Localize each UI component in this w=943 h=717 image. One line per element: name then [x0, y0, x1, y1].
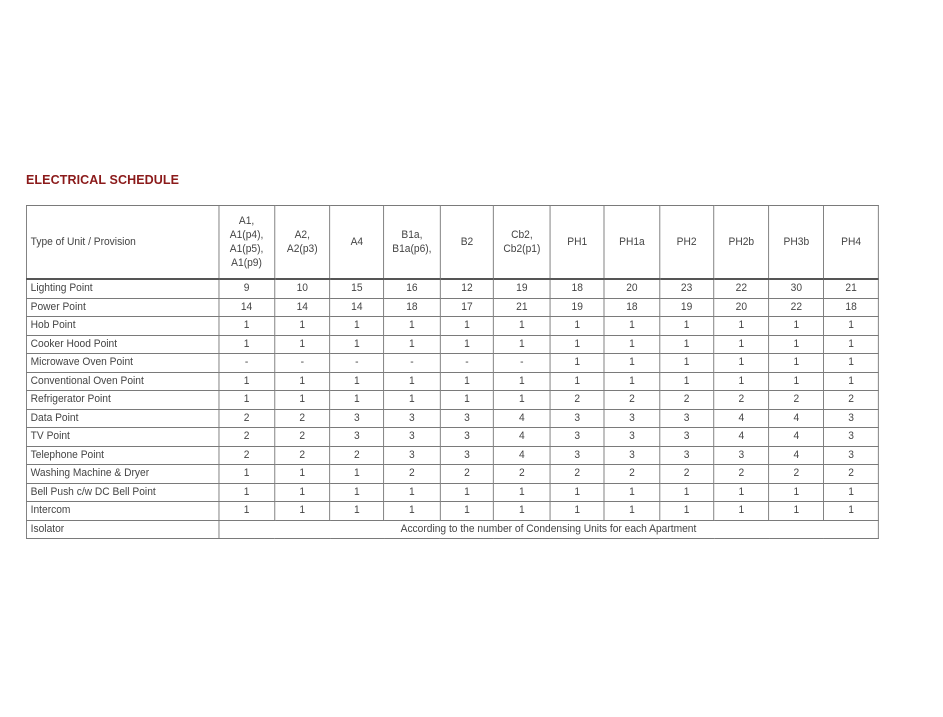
row-label: Lighting Point [26, 279, 218, 298]
column-header-line: A1(p4), [229, 229, 264, 241]
table-cell: 15 [330, 279, 384, 298]
table-cell: 1 [659, 354, 713, 373]
table-cell: 23 [659, 279, 713, 298]
table-cell: 2 [274, 428, 330, 447]
table-cell: 1 [824, 502, 878, 521]
table-cell: 18 [384, 298, 441, 317]
column-header [604, 206, 659, 280]
column-header [824, 206, 878, 280]
table-cell: 3 [604, 446, 659, 465]
table-cell: 4 [714, 409, 769, 428]
table-cell: 1 [714, 502, 769, 521]
column-header-line: B1a(p6), [392, 243, 432, 255]
table-cell: 14 [330, 298, 384, 317]
table-cell: 2 [550, 465, 604, 484]
table-cell: 3 [440, 446, 494, 465]
table-cell: 1 [219, 465, 275, 484]
table-cell: 1 [219, 502, 275, 521]
table-cell: 17 [440, 298, 494, 317]
table-cell: 3 [330, 409, 384, 428]
column-header [550, 206, 604, 280]
table-row [26, 409, 878, 428]
table-cell: 1 [274, 391, 330, 410]
column-header [659, 206, 713, 280]
table-row [26, 372, 878, 391]
table-cell: 18 [824, 298, 878, 317]
isolator-note: According to the number of Condensing Units for each Apartment [219, 520, 879, 539]
column-header-line: A1, [238, 215, 255, 227]
table-cell: 1 [550, 372, 604, 391]
table-cell: 1 [824, 483, 878, 502]
table-cell: 1 [769, 483, 824, 502]
table-cell: 22 [769, 298, 824, 317]
table-row [26, 354, 878, 373]
table-cell: 1 [440, 372, 494, 391]
table-cell: 3 [604, 409, 659, 428]
table-cell: 3 [824, 446, 878, 465]
row-label: Washing Machine & Dryer [26, 465, 218, 484]
corner-header: Type of Unit / Provision [26, 206, 218, 280]
table-cell: - [330, 354, 384, 373]
row-label: Cooker Hood Point [26, 335, 218, 354]
table-cell: 20 [714, 298, 769, 317]
table-row [26, 483, 878, 502]
table-cell: 3 [550, 428, 604, 447]
table-cell: 2 [604, 391, 659, 410]
table-cell: 1 [714, 354, 769, 373]
column-header-line: PH4 [841, 236, 862, 248]
table-cell: 4 [769, 446, 824, 465]
table-cell: - [384, 354, 441, 373]
table-cell: 2 [219, 428, 275, 447]
table-cell: 1 [714, 483, 769, 502]
column-header-line: A1(p9) [231, 257, 262, 269]
table-cell: 14 [274, 298, 330, 317]
table-cell: 3 [440, 409, 494, 428]
column-header [714, 206, 769, 280]
table-cell: 1 [384, 483, 441, 502]
row-label: Isolator [26, 520, 218, 539]
column-header [494, 206, 550, 280]
table-cell: 2 [274, 446, 330, 465]
table-cell: 3 [384, 428, 441, 447]
table-cell: 22 [714, 279, 769, 298]
table-row [26, 279, 878, 298]
table-cell: - [494, 354, 550, 373]
table-cell: 1 [604, 372, 659, 391]
column-header-line: PH1a [619, 236, 645, 248]
row-label: Telephone Point [26, 446, 218, 465]
table-cell: 4 [494, 409, 550, 428]
column-header-line: PH1 [567, 236, 588, 248]
table-cell: 2 [824, 465, 878, 484]
table-cell: 4 [494, 428, 550, 447]
row-label: Conventional Oven Point [26, 372, 218, 391]
column-header-line: Cb2(p1) [503, 243, 541, 255]
table-row [26, 502, 878, 521]
table-cell: 4 [769, 409, 824, 428]
table-cell: 3 [330, 428, 384, 447]
table-cell: 10 [274, 279, 330, 298]
table-cell: 2 [219, 446, 275, 465]
table-cell: 1 [769, 372, 824, 391]
table-cell: 1 [384, 317, 441, 336]
table-cell: 3 [440, 428, 494, 447]
table-cell: 1 [494, 502, 550, 521]
table-cell: 2 [659, 465, 713, 484]
table-cell: 1 [274, 502, 330, 521]
table-cell: 1 [824, 317, 878, 336]
table-cell: 16 [384, 279, 441, 298]
column-header-line: Cb2, [511, 229, 533, 241]
table-cell: 3 [714, 446, 769, 465]
row-label: TV Point [26, 428, 218, 447]
table-cell: 3 [604, 428, 659, 447]
table-cell: 1 [550, 502, 604, 521]
table-cell: 1 [714, 372, 769, 391]
table-cell: 1 [659, 502, 713, 521]
row-label: Hob Point [26, 317, 218, 336]
table-cell: 1 [604, 483, 659, 502]
table-cell: 1 [769, 354, 824, 373]
table-cell: 1 [824, 354, 878, 373]
table-cell: 1 [550, 317, 604, 336]
table-cell: 14 [219, 298, 275, 317]
table-cell: 1 [384, 335, 441, 354]
table-cell: 2 [714, 391, 769, 410]
column-header [440, 206, 494, 280]
table-cell: 1 [659, 335, 713, 354]
table-cell: 3 [659, 409, 713, 428]
table-cell: 1 [769, 502, 824, 521]
table-cell: 18 [550, 279, 604, 298]
table-cell: 3 [384, 446, 441, 465]
table-cell: 2 [824, 391, 878, 410]
table-cell: 12 [440, 279, 494, 298]
table-cell: 21 [824, 279, 878, 298]
table-row [26, 335, 878, 354]
table-cell: 1 [494, 483, 550, 502]
table-cell: 1 [550, 354, 604, 373]
row-label: Intercom [26, 502, 218, 521]
table-body [26, 279, 878, 539]
table-cell: 1 [440, 317, 494, 336]
table-cell: 19 [494, 279, 550, 298]
table-cell: - [440, 354, 494, 373]
table-cell: 4 [714, 428, 769, 447]
table-cell: 1 [219, 372, 275, 391]
column-header [330, 206, 384, 280]
table-cell: 1 [604, 335, 659, 354]
table-cell: 30 [769, 279, 824, 298]
table-cell: 3 [824, 409, 878, 428]
table-cell: 1 [274, 317, 330, 336]
column-header-line: B1a, [401, 229, 423, 241]
table-row [26, 298, 878, 317]
table-cell: 1 [494, 335, 550, 354]
table-cell: 1 [550, 335, 604, 354]
table-cell: 1 [219, 335, 275, 354]
table-cell: 2 [384, 465, 441, 484]
table-cell: 1 [604, 354, 659, 373]
table-cell: - [274, 354, 330, 373]
table-cell: 1 [384, 372, 441, 391]
table-cell: 2 [659, 391, 713, 410]
column-header-line: A4 [350, 236, 364, 248]
table-cell: 1 [659, 483, 713, 502]
table-cell: 1 [219, 317, 275, 336]
table-cell: 2 [274, 409, 330, 428]
row-label: Refrigerator Point [26, 391, 218, 410]
table-cell: 1 [384, 502, 441, 521]
table-cell: 4 [769, 428, 824, 447]
table-cell: 21 [494, 298, 550, 317]
table-cell: - [219, 354, 275, 373]
table-cell: 3 [824, 428, 878, 447]
table-cell: 3 [384, 409, 441, 428]
table-cell: 1 [659, 317, 713, 336]
column-header-line: PH3b [783, 236, 810, 248]
table-row [26, 428, 878, 447]
table-cell: 1 [659, 372, 713, 391]
table-cell: 1 [274, 483, 330, 502]
column-header [219, 206, 275, 280]
table-cell: 1 [440, 391, 494, 410]
table-cell: 1 [604, 317, 659, 336]
table-cell: 1 [714, 335, 769, 354]
table-cell: 3 [659, 446, 713, 465]
table-cell: 1 [550, 483, 604, 502]
table-cell: 1 [714, 317, 769, 336]
table-cell: 3 [659, 428, 713, 447]
column-header [274, 206, 330, 280]
table-cell: 1 [769, 317, 824, 336]
table-cell: 2 [494, 465, 550, 484]
row-label: Power Point [26, 298, 218, 317]
table-cell: 2 [219, 409, 275, 428]
table-cell: 2 [440, 465, 494, 484]
table-cell: 18 [604, 298, 659, 317]
table-row [26, 391, 878, 410]
table-cell: 2 [550, 391, 604, 410]
table-cell: 1 [219, 391, 275, 410]
table-cell: 2 [714, 465, 769, 484]
table-cell: 1 [330, 317, 384, 336]
table-cell: 1 [769, 335, 824, 354]
page-title: ELECTRICAL SCHEDULE [26, 173, 180, 187]
column-header-line: A2(p3) [286, 243, 318, 255]
column-header-line: PH2b [728, 236, 755, 248]
table-cell: 1 [330, 502, 384, 521]
table-cell: 2 [769, 391, 824, 410]
table-cell: 1 [494, 317, 550, 336]
table-cell: 19 [550, 298, 604, 317]
table-cell: 3 [550, 409, 604, 428]
table-cell: 1 [440, 502, 494, 521]
table-cell: 1 [384, 391, 441, 410]
column-header [384, 206, 441, 280]
table-cell: 20 [604, 279, 659, 298]
column-header-line: A1(p5), [229, 243, 264, 255]
row-label: Bell Push c/w DC Bell Point [26, 483, 218, 502]
column-header [769, 206, 824, 280]
table-cell: 1 [440, 483, 494, 502]
table-cell: 1 [604, 502, 659, 521]
row-label: Data Point [26, 409, 218, 428]
table-row [26, 317, 878, 336]
table-cell: 1 [440, 335, 494, 354]
table-cell: 1 [330, 335, 384, 354]
table-cell: 1 [330, 372, 384, 391]
electrical-schedule-table [26, 205, 879, 539]
table-row [26, 465, 878, 484]
column-header-line: PH2 [676, 236, 697, 248]
table-row [26, 446, 878, 465]
table-cell: 1 [824, 335, 878, 354]
table-cell: 1 [824, 372, 878, 391]
table-cell: 19 [659, 298, 713, 317]
table-cell: 2 [604, 465, 659, 484]
table-row-isolator [26, 520, 878, 539]
table-cell: 4 [494, 446, 550, 465]
column-header-line: B2 [460, 236, 474, 248]
column-header-line: A2, [294, 229, 310, 241]
table-cell: 1 [494, 372, 550, 391]
table-cell: 3 [550, 446, 604, 465]
table-cell: 1 [330, 391, 384, 410]
table-cell: 2 [330, 446, 384, 465]
table-cell: 2 [769, 465, 824, 484]
header-row [26, 206, 878, 280]
table-cell: 9 [219, 279, 275, 298]
table-cell: 1 [274, 372, 330, 391]
table-cell: 1 [330, 483, 384, 502]
table-cell: 1 [274, 335, 330, 354]
table-cell: 1 [330, 465, 384, 484]
row-label: Microwave Oven Point [26, 354, 218, 373]
table-cell: 1 [219, 483, 275, 502]
table-cell: 1 [274, 465, 330, 484]
table-cell: 1 [494, 391, 550, 410]
